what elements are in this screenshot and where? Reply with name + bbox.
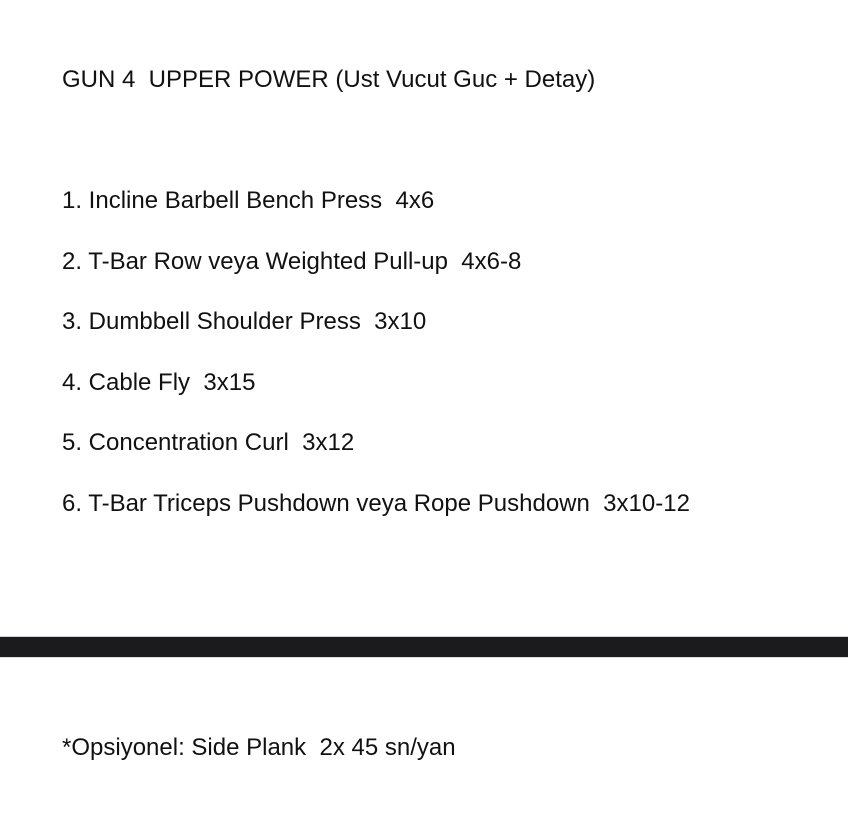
optional-note: *Opsiyonel: Side Plank 2x 45 sn/yan — [62, 734, 456, 761]
list-item: 1. Incline Barbell Bench Press 4x6 — [62, 187, 435, 214]
page-title: GUN 4 UPPER POWER (Ust Vucut Guc + Detay) — [62, 66, 596, 93]
page-break-divider — [0, 636, 848, 658]
list-item: 4. Cable Fly 3x15 — [62, 368, 256, 396]
list-item: 3. Dumbbell Shoulder Press 3x10 — [62, 308, 427, 336]
list-item: 6. T-Bar Triceps Pushdown veya Rope Pushdown 3x10-12 — [62, 489, 690, 517]
list-item: 5. Concentration Curl 3x12 — [62, 429, 355, 457]
list-item: 2. T-Bar Row veya Weighted Pull-up 4x6-8 — [62, 247, 522, 275]
exercise-list — [62, 185, 690, 549]
